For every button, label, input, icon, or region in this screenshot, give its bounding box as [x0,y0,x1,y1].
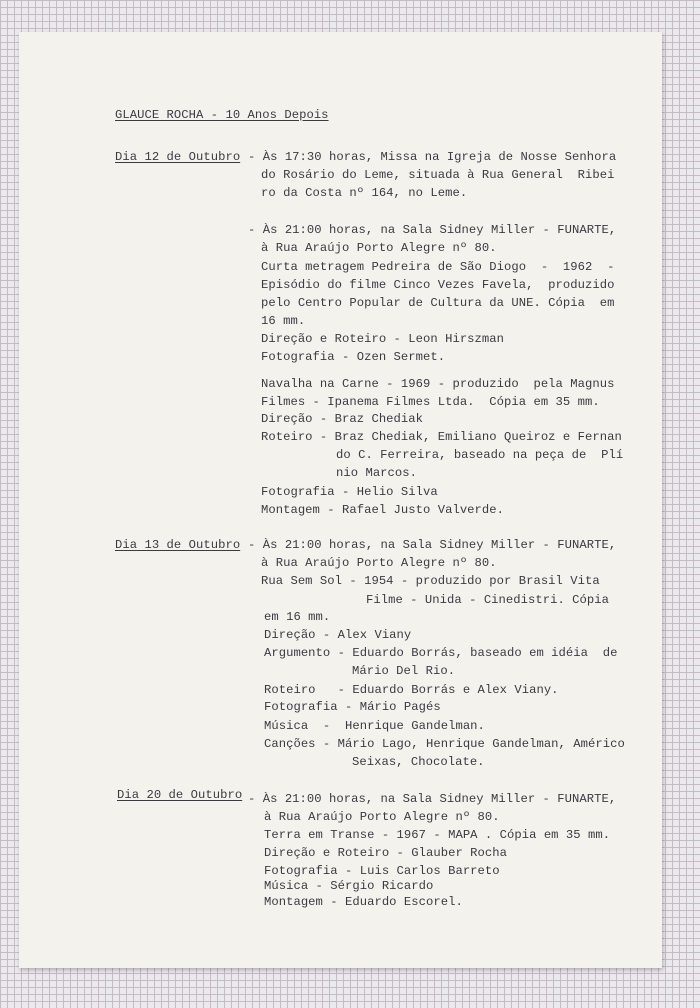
program-line: Filmes - Ipanema Filmes Ltda. Cópia em 35 mm. [261,395,600,409]
program-line: Direção - Alex Viany [264,628,412,642]
program-line: Curta metragem Pedreira de São Diogo - 1962 - [261,260,615,274]
day-label: Dia 20 de Outubro [117,788,243,802]
program-line: Argumento - Eduardo Borrás, baseado em idéia de [264,646,618,660]
program-line: pelo Centro Popular de Cultura da UNE. Cópia em [261,296,615,310]
program-line: Seixas, Chocolate. [352,755,485,769]
program-line: Canções - Mário Lago, Henrique Gandelman, Américo [264,737,625,751]
program-line: Fotografia - Ozen Sermet. [261,350,446,364]
program-line: 16 mm. [261,314,306,328]
program-line: Roteiro - Braz Chediak, Emiliano Queiroz e Fernan [261,430,622,444]
program-line: em 16 mm. [264,610,331,624]
program-line: - Às 21:00 horas, na Sala Sidney Miller - FUNARTE, [248,223,617,237]
program-line: Filme - Unida - Cinedistri. Cópia [366,593,610,607]
program-line: do Rosário do Leme, situada à Rua General Ribei [261,168,615,182]
program-line: Terra em Transe - 1967 - MAPA . Cópia em 35 mm. [264,828,611,842]
program-line: Montagem - Rafael Justo Valverde. [261,503,505,517]
program-line: Direção - Braz Chediak [261,412,424,426]
program-line: Fotografia - Luis Carlos Barreto [264,864,500,878]
program-line: Navalha na Carne - 1969 - produzido pela Magnus [261,377,615,391]
program-line: à Rua Araújo Porto Alegre nº 80. [261,556,497,570]
program-line: Direção e Roteiro - Glauber Rocha [264,846,508,860]
document-title: GLAUCE ROCHA - 10 Anos Depois [115,108,329,122]
program-line: Mário Del Rio. [352,664,456,678]
program-line: Episódio do filme Cinco Vezes Favela, produzido [261,278,615,292]
program-line: Música - Henrique Gandelman. [264,719,485,733]
program-line: - Às 21:00 horas, na Sala Sidney Miller - FUNARTE, [248,538,617,552]
program-line: Música - Sérgio Ricardo [264,879,434,893]
day-label: Dia 12 de Outubro [115,150,241,164]
program-line: do C. Ferreira, baseado na peça de Plí [336,448,624,462]
program-line: à Rua Araújo Porto Alegre nº 80. [264,810,500,824]
program-line: Fotografia - Helio Silva [261,485,438,499]
program-line: à Rua Araújo Porto Alegre nº 80. [261,241,497,255]
program-line: Montagem - Eduardo Escorel. [264,895,463,909]
program-line: nio Marcos. [336,466,418,480]
program-line: Roteiro - Eduardo Borrás e Alex Viany. [264,683,559,697]
program-line: - Às 17:30 horas, Missa na Igreja de Nosse Senhora [248,150,617,164]
day-label: Dia 13 de Outubro [115,538,241,552]
program-line: ro da Costa nº 164, no Leme. [261,186,468,200]
program-line: Direção e Roteiro - Leon Hirszman [261,332,505,346]
program-line: Fotografia - Mário Pagés [264,700,441,714]
program-line: - Às 21:00 horas, na Sala Sidney Miller - FUNARTE, [248,792,617,806]
program-line: Rua Sem Sol - 1954 - produzido por Brasil Vita [261,574,600,588]
